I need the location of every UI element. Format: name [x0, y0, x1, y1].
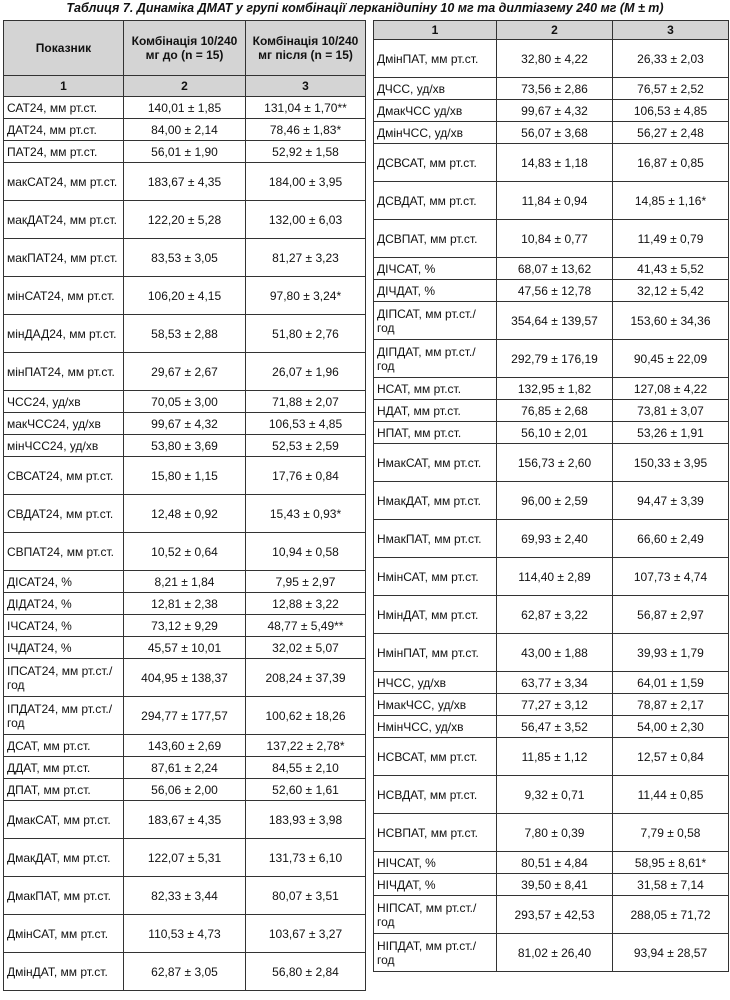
- table-row: [374, 422, 729, 444]
- after-value-cell: 53,26 ± 1,91: [613, 422, 729, 444]
- before-value-cell: 83,53 ± 3,05: [124, 239, 246, 277]
- indicator-cell: СВСАТ24, мм рт.ст.: [4, 457, 124, 495]
- after-value-cell: 7,95 ± 2,97: [246, 571, 366, 593]
- after-value-cell: 76,57 ± 2,52: [613, 78, 729, 100]
- after-value-cell: 48,77 ± 5,49**: [246, 615, 366, 637]
- indicator-cell: НмакСАТ, мм рт.ст.: [374, 444, 497, 482]
- after-value-cell: 90,45 ± 22,09: [613, 340, 729, 378]
- after-value-cell: 103,67 ± 3,27: [246, 915, 366, 953]
- before-value-cell: 77,27 ± 3,12: [497, 694, 613, 716]
- indicator-cell: ДмінСАТ, мм рт.ст.: [4, 915, 124, 953]
- after-value-cell: 12,57 ± 0,84: [613, 738, 729, 776]
- after-value-cell: 56,87 ± 2,97: [613, 596, 729, 634]
- before-value-cell: 140,01 ± 1,85: [124, 97, 246, 119]
- indicator-cell: ДмінПАТ, мм рт.ст.: [374, 40, 497, 78]
- table-row: [374, 520, 729, 558]
- table-row: [4, 801, 366, 839]
- indicator-cell: ЧСС24, уд/хв: [4, 391, 124, 413]
- after-value-cell: 94,47 ± 3,39: [613, 482, 729, 520]
- before-value-cell: 43,00 ± 1,88: [497, 634, 613, 672]
- indicator-cell: мінПАТ24, мм рт.ст.: [4, 353, 124, 391]
- indicator-cell: НмакЧСС, уд/хв: [374, 694, 497, 716]
- after-value-cell: 52,60 ± 1,61: [246, 779, 366, 801]
- table-row: [4, 119, 366, 141]
- table-row: [4, 201, 366, 239]
- after-value-cell: 137,22 ± 2,78*: [246, 735, 366, 757]
- table-row: [374, 672, 729, 694]
- before-value-cell: 293,57 ± 42,53: [497, 896, 613, 934]
- indicator-cell: ДСВПАТ, мм рт.ст.: [374, 220, 497, 258]
- table-row: [4, 839, 366, 877]
- before-value-cell: 32,80 ± 4,22: [497, 40, 613, 78]
- after-value-cell: 51,80 ± 2,76: [246, 315, 366, 353]
- table-row: [374, 558, 729, 596]
- before-value-cell: 14,83 ± 1,18: [497, 144, 613, 182]
- after-value-cell: 64,01 ± 1,59: [613, 672, 729, 694]
- indicator-cell: НЧСС, уд/хв: [374, 672, 497, 694]
- indicator-cell: ДСВДАТ, мм рт.ст.: [374, 182, 497, 220]
- indicator-cell: НІПСАТ, мм рт.ст./год: [374, 896, 497, 934]
- after-value-cell: 31,58 ± 7,14: [613, 874, 729, 896]
- indicator-cell: ДмакЧСС уд/хв: [374, 100, 497, 122]
- header-col-number: 1: [374, 21, 497, 40]
- before-value-cell: 294,77 ± 177,57: [124, 697, 246, 735]
- indicator-cell: НмакПАТ, мм рт.ст.: [374, 520, 497, 558]
- table-row: [374, 934, 729, 972]
- table-row: [4, 163, 366, 201]
- table-row: [374, 716, 729, 738]
- indicator-cell: НСАТ, мм рт.ст.: [374, 378, 497, 400]
- before-value-cell: 56,01 ± 1,90: [124, 141, 246, 163]
- after-value-cell: 71,88 ± 2,07: [246, 391, 366, 413]
- header-col-number: 3: [246, 76, 366, 97]
- table-row: [374, 280, 729, 302]
- after-value-cell: 131,04 ± 1,70**: [246, 97, 366, 119]
- after-value-cell: 41,43 ± 5,52: [613, 258, 729, 280]
- indicator-cell: ДАТ24, мм рт.ст.: [4, 119, 124, 141]
- table-row: [374, 122, 729, 144]
- after-value-cell: 32,02 ± 5,07: [246, 637, 366, 659]
- after-value-cell: 80,07 ± 3,51: [246, 877, 366, 915]
- left-data-table: [3, 20, 366, 991]
- before-value-cell: 292,79 ± 176,19: [497, 340, 613, 378]
- indicator-cell: ДІЧСАТ, %: [374, 258, 497, 280]
- indicator-cell: ДІСАТ24, %: [4, 571, 124, 593]
- table-row: [4, 141, 366, 163]
- before-value-cell: 10,52 ± 0,64: [124, 533, 246, 571]
- table-row: [4, 277, 366, 315]
- header-col-number: 3: [613, 21, 729, 40]
- indicator-cell: мінСАТ24, мм рт.ст.: [4, 277, 124, 315]
- table-row: [4, 495, 366, 533]
- after-value-cell: 66,60 ± 2,49: [613, 520, 729, 558]
- after-value-cell: 153,60 ± 34,36: [613, 302, 729, 340]
- indicator-cell: НІЧДАТ, %: [374, 874, 497, 896]
- right-data-table: [373, 20, 729, 972]
- before-value-cell: 56,47 ± 3,52: [497, 716, 613, 738]
- indicator-cell: НмінЧСС, уд/хв: [374, 716, 497, 738]
- after-value-cell: 56,27 ± 2,48: [613, 122, 729, 144]
- before-value-cell: 110,53 ± 4,73: [124, 915, 246, 953]
- before-value-cell: 39,50 ± 8,41: [497, 874, 613, 896]
- before-value-cell: 11,84 ± 0,94: [497, 182, 613, 220]
- indicator-cell: ІПСАТ24, мм рт.ст./год: [4, 659, 124, 697]
- before-value-cell: 114,40 ± 2,89: [497, 558, 613, 596]
- indicator-cell: макДАТ24, мм рт.ст.: [4, 201, 124, 239]
- before-value-cell: 10,84 ± 0,77: [497, 220, 613, 258]
- table-row: [374, 482, 729, 520]
- before-value-cell: 183,67 ± 4,35: [124, 163, 246, 201]
- table-row: [4, 779, 366, 801]
- table-row: [4, 877, 366, 915]
- indicator-cell: НПАТ, мм рт.ст.: [374, 422, 497, 444]
- after-value-cell: 7,79 ± 0,58: [613, 814, 729, 852]
- indicator-cell: ІПДАТ24, мм рт.ст./год: [4, 697, 124, 735]
- after-value-cell: 288,05 ± 71,72: [613, 896, 729, 934]
- table-row: [4, 533, 366, 571]
- indicator-cell: НмінСАТ, мм рт.ст.: [374, 558, 497, 596]
- table-row: [374, 694, 729, 716]
- table-row: [4, 953, 366, 991]
- before-value-cell: 87,61 ± 2,24: [124, 757, 246, 779]
- indicator-cell: ДІПСАТ, мм рт.ст./год: [374, 302, 497, 340]
- after-value-cell: 100,62 ± 18,26: [246, 697, 366, 735]
- after-value-cell: 107,73 ± 4,74: [613, 558, 729, 596]
- indicator-cell: ПАТ24, мм рт.ст.: [4, 141, 124, 163]
- table-row: [4, 593, 366, 615]
- indicator-cell: НІПДАТ, мм рт.ст./год: [374, 934, 497, 972]
- table-row: [374, 340, 729, 378]
- after-value-cell: 26,33 ± 2,03: [613, 40, 729, 78]
- before-value-cell: 45,57 ± 10,01: [124, 637, 246, 659]
- before-value-cell: 56,07 ± 3,68: [497, 122, 613, 144]
- table-row: [374, 634, 729, 672]
- indicator-cell: мінДАД24, мм рт.ст.: [4, 315, 124, 353]
- header-col-number: 2: [497, 21, 613, 40]
- table-row: [4, 659, 366, 697]
- after-value-cell: 106,53 ± 4,85: [613, 100, 729, 122]
- before-value-cell: 12,81 ± 2,38: [124, 593, 246, 615]
- table-row: [374, 378, 729, 400]
- after-value-cell: 106,53 ± 4,85: [246, 413, 366, 435]
- indicator-cell: макСАТ24, мм рт.ст.: [4, 163, 124, 201]
- table-row: [374, 444, 729, 482]
- header-indicator: Показник: [4, 21, 124, 76]
- before-value-cell: 122,20 ± 5,28: [124, 201, 246, 239]
- after-value-cell: 39,93 ± 1,79: [613, 634, 729, 672]
- before-value-cell: 47,56 ± 12,78: [497, 280, 613, 302]
- before-value-cell: 62,87 ± 3,22: [497, 596, 613, 634]
- indicator-cell: САТ24, мм рт.ст.: [4, 97, 124, 119]
- before-value-cell: 404,95 ± 138,37: [124, 659, 246, 697]
- indicator-cell: ДЧСС, уд/хв: [374, 78, 497, 100]
- before-value-cell: 70,05 ± 3,00: [124, 391, 246, 413]
- after-value-cell: 93,94 ± 28,57: [613, 934, 729, 972]
- after-value-cell: 26,07 ± 1,96: [246, 353, 366, 391]
- indicator-cell: СВПАТ24, мм рт.ст.: [4, 533, 124, 571]
- before-value-cell: 56,06 ± 2,00: [124, 779, 246, 801]
- indicator-cell: НмакДАТ, мм рт.ст.: [374, 482, 497, 520]
- after-value-cell: 52,92 ± 1,58: [246, 141, 366, 163]
- before-value-cell: 11,85 ± 1,12: [497, 738, 613, 776]
- after-value-cell: 11,44 ± 0,85: [613, 776, 729, 814]
- after-value-cell: 131,73 ± 6,10: [246, 839, 366, 877]
- after-value-cell: 54,00 ± 2,30: [613, 716, 729, 738]
- before-value-cell: 63,77 ± 3,34: [497, 672, 613, 694]
- before-value-cell: 354,64 ± 139,57: [497, 302, 613, 340]
- before-value-cell: 99,67 ± 4,32: [497, 100, 613, 122]
- indicator-cell: НмінПАТ, мм рт.ст.: [374, 634, 497, 672]
- table-row: [374, 258, 729, 280]
- table-row: [4, 615, 366, 637]
- before-value-cell: 7,80 ± 0,39: [497, 814, 613, 852]
- before-value-cell: 132,95 ± 1,82: [497, 378, 613, 400]
- after-value-cell: 184,00 ± 3,95: [246, 163, 366, 201]
- table-row: [374, 220, 729, 258]
- before-value-cell: 58,53 ± 2,88: [124, 315, 246, 353]
- indicator-cell: макПАТ24, мм рт.ст.: [4, 239, 124, 277]
- table-row: [374, 40, 729, 78]
- indicator-cell: ІЧДАТ24, %: [4, 637, 124, 659]
- table-row: [4, 435, 366, 457]
- indicator-cell: СВДАТ24, мм рт.ст.: [4, 495, 124, 533]
- before-value-cell: 73,12 ± 9,29: [124, 615, 246, 637]
- after-value-cell: 12,88 ± 3,22: [246, 593, 366, 615]
- before-value-cell: 73,56 ± 2,86: [497, 78, 613, 100]
- after-value-cell: 97,80 ± 3,24*: [246, 277, 366, 315]
- before-value-cell: 15,80 ± 1,15: [124, 457, 246, 495]
- before-value-cell: 99,67 ± 4,32: [124, 413, 246, 435]
- header-col-number: 2: [124, 76, 246, 97]
- table-row: [4, 315, 366, 353]
- after-value-cell: 78,87 ± 2,17: [613, 694, 729, 716]
- indicator-cell: НІЧСАТ, %: [374, 852, 497, 874]
- indicator-cell: ДДАТ, мм рт.ст.: [4, 757, 124, 779]
- before-value-cell: 84,00 ± 2,14: [124, 119, 246, 141]
- after-value-cell: 208,24 ± 37,39: [246, 659, 366, 697]
- after-value-cell: 14,85 ± 1,16*: [613, 182, 729, 220]
- table-row: [374, 738, 729, 776]
- before-value-cell: 80,51 ± 4,84: [497, 852, 613, 874]
- before-value-cell: 96,00 ± 2,59: [497, 482, 613, 520]
- table-caption: Таблиця 7. Динаміка ДМАТ у групі комбінації лерканідипіну 10 мг та дилтіазему 240 мг (М ± m): [66, 1, 664, 15]
- indicator-cell: ДІПДАТ, мм рт.ст./год: [374, 340, 497, 378]
- table-row: [374, 144, 729, 182]
- indicator-cell: ДПАТ, мм рт.ст.: [4, 779, 124, 801]
- indicator-cell: ДмінЧСС, уд/хв: [374, 122, 497, 144]
- indicator-cell: ДмінДАТ, мм рт.ст.: [4, 953, 124, 991]
- table-row: [374, 302, 729, 340]
- after-value-cell: 58,95 ± 8,61*: [613, 852, 729, 874]
- before-value-cell: 106,20 ± 4,15: [124, 277, 246, 315]
- table-row: [4, 97, 366, 119]
- table-row: [4, 915, 366, 953]
- indicator-cell: ДІЧДАТ, %: [374, 280, 497, 302]
- before-value-cell: 81,02 ± 26,40: [497, 934, 613, 972]
- right-table-body: [374, 40, 729, 972]
- table-row: [374, 874, 729, 896]
- after-value-cell: 10,94 ± 0,58: [246, 533, 366, 571]
- table-row: [4, 391, 366, 413]
- header-col-number: 1: [4, 76, 124, 97]
- after-value-cell: 56,80 ± 2,84: [246, 953, 366, 991]
- before-value-cell: 143,60 ± 2,69: [124, 735, 246, 757]
- indicator-cell: ДСАТ, мм рт.ст.: [4, 735, 124, 757]
- header-after: Комбінація 10/240 мг після (n = 15): [246, 21, 366, 76]
- table-row: [374, 852, 729, 874]
- indicator-cell: ДмакДАТ, мм рт.ст.: [4, 839, 124, 877]
- before-value-cell: 62,87 ± 3,05: [124, 953, 246, 991]
- indicator-cell: ІЧСАТ24, %: [4, 615, 124, 637]
- before-value-cell: 8,21 ± 1,84: [124, 571, 246, 593]
- table-row: [4, 239, 366, 277]
- after-value-cell: 81,27 ± 3,23: [246, 239, 366, 277]
- table-row: [4, 637, 366, 659]
- before-value-cell: 68,07 ± 13,62: [497, 258, 613, 280]
- before-value-cell: 53,80 ± 3,69: [124, 435, 246, 457]
- before-value-cell: 122,07 ± 5,31: [124, 839, 246, 877]
- indicator-cell: мінЧСС24, уд/хв: [4, 435, 124, 457]
- indicator-cell: ДмакСАТ, мм рт.ст.: [4, 801, 124, 839]
- indicator-cell: НСВДАТ, мм рт.ст.: [374, 776, 497, 814]
- table-row: [374, 814, 729, 852]
- indicator-cell: ДСВСАТ, мм рт.ст.: [374, 144, 497, 182]
- after-value-cell: 183,93 ± 3,98: [246, 801, 366, 839]
- table-row: [374, 596, 729, 634]
- indicator-cell: ДІДАТ24, %: [4, 593, 124, 615]
- before-value-cell: 56,10 ± 2,01: [497, 422, 613, 444]
- before-value-cell: 12,48 ± 0,92: [124, 495, 246, 533]
- left-table-body: [4, 97, 366, 991]
- indicator-cell: НСВСАТ, мм рт.ст.: [374, 738, 497, 776]
- table-row: [374, 776, 729, 814]
- after-value-cell: 127,08 ± 4,22: [613, 378, 729, 400]
- after-value-cell: 16,87 ± 0,85: [613, 144, 729, 182]
- after-value-cell: 11,49 ± 0,79: [613, 220, 729, 258]
- indicator-cell: НмінДАТ, мм рт.ст.: [374, 596, 497, 634]
- header-before: Комбінація 10/240 мг до (n = 15): [124, 21, 246, 76]
- before-value-cell: 183,67 ± 4,35: [124, 801, 246, 839]
- indicator-cell: макЧСС24, уд/хв: [4, 413, 124, 435]
- indicator-cell: НДАТ, мм рт.ст.: [374, 400, 497, 422]
- table-row: [374, 400, 729, 422]
- table-row: [4, 457, 366, 495]
- indicator-cell: НСВПАТ, мм рт.ст.: [374, 814, 497, 852]
- before-value-cell: 82,33 ± 3,44: [124, 877, 246, 915]
- before-value-cell: 156,73 ± 2,60: [497, 444, 613, 482]
- table-row: [4, 413, 366, 435]
- after-value-cell: 78,46 ± 1,83*: [246, 119, 366, 141]
- after-value-cell: 32,12 ± 5,42: [613, 280, 729, 302]
- after-value-cell: 17,76 ± 0,84: [246, 457, 366, 495]
- before-value-cell: 9,32 ± 0,71: [497, 776, 613, 814]
- table-row: [374, 896, 729, 934]
- after-value-cell: 150,33 ± 3,95: [613, 444, 729, 482]
- table-row: [374, 100, 729, 122]
- after-value-cell: 73,81 ± 3,07: [613, 400, 729, 422]
- after-value-cell: 132,00 ± 6,03: [246, 201, 366, 239]
- table-row: [4, 757, 366, 779]
- before-value-cell: 76,85 ± 2,68: [497, 400, 613, 422]
- after-value-cell: 15,43 ± 0,93*: [246, 495, 366, 533]
- table-row: [374, 182, 729, 220]
- table-row: [4, 353, 366, 391]
- after-value-cell: 52,53 ± 2,59: [246, 435, 366, 457]
- table-row: [374, 78, 729, 100]
- before-value-cell: 69,93 ± 2,40: [497, 520, 613, 558]
- after-value-cell: 84,55 ± 2,10: [246, 757, 366, 779]
- table-row: [4, 735, 366, 757]
- indicator-cell: ДмакПАТ, мм рт.ст.: [4, 877, 124, 915]
- table-row: [4, 571, 366, 593]
- table-row: [4, 697, 366, 735]
- before-value-cell: 29,67 ± 2,67: [124, 353, 246, 391]
